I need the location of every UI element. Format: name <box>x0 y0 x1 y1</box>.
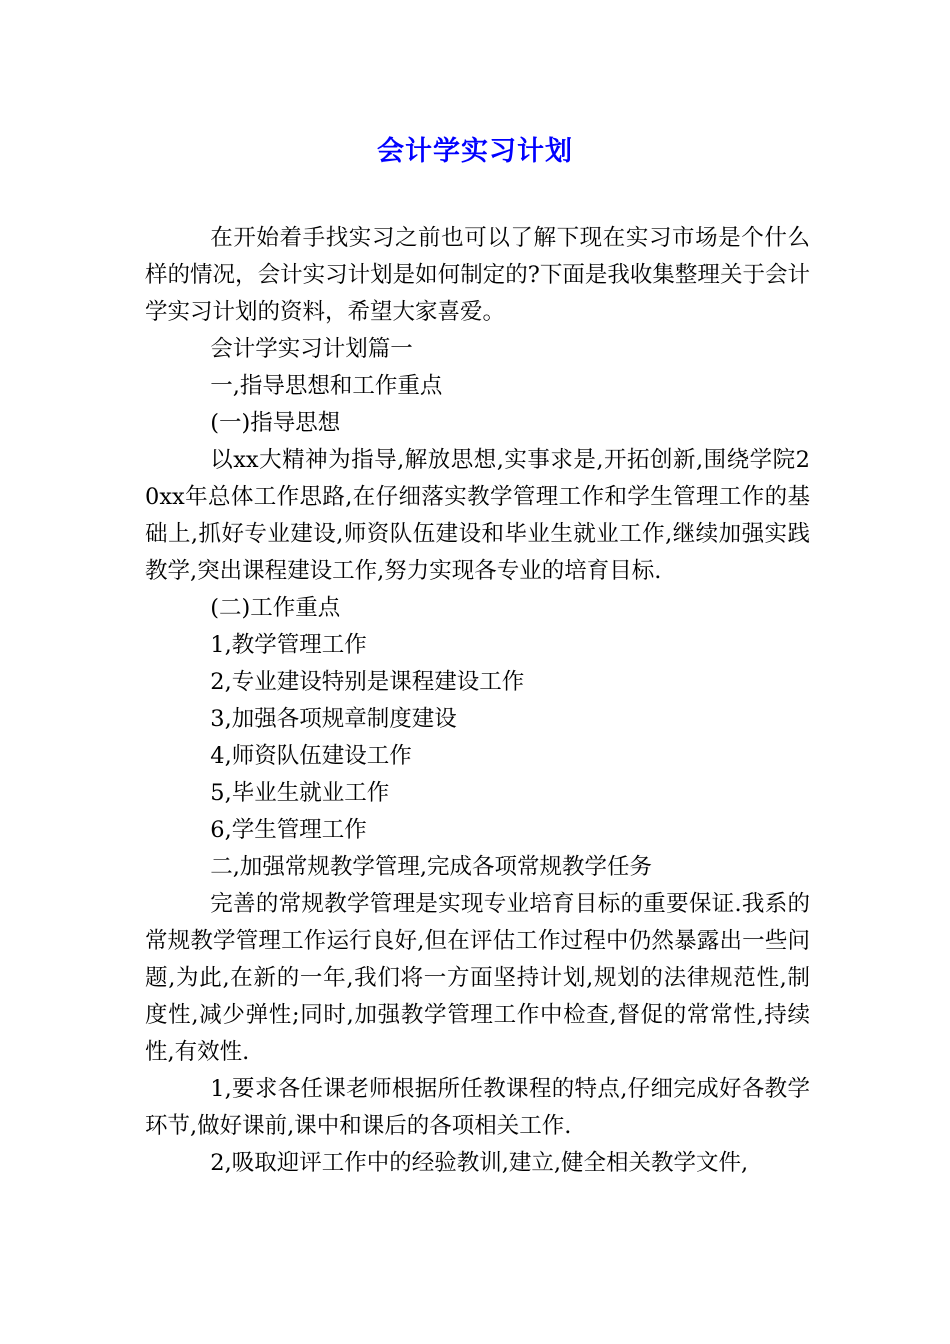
paragraph-guideline: 以xx大精神为指导,解放思想,实事求是,开拓创新,围绕学院20xx年总体工作思路,在仔细落实教学管理工作和学生管理工作的基础上,抓好专业建设,师资队伍建设和毕业生就业工作,继续加强实践教学,突出课程建设工作,努力实现各专业的培育目标. <box>145 447 810 584</box>
document-title: 会计学实习计划 <box>377 136 573 167</box>
paragraph-heading-2: 二,加强常规教学管理,完成各项常规教学任务 <box>210 854 653 880</box>
list-item-4: 4,师资队伍建设工作 <box>210 743 412 769</box>
paragraph-item-2: 2,吸取迎评工作中的经验教训,建立,健全相关教学文件, <box>210 1150 749 1176</box>
list-item-6: 6,学生管理工作 <box>210 817 367 843</box>
list-item-5: 5,毕业生就业工作 <box>210 780 390 806</box>
paragraph-intro: 在开始着手找实习之前也可以了解下现在实习市场是个什么样的情况，会计实习计划是如何制定的?下面是我收集整理关于会计学实习计划的资料，希望大家喜爱。 <box>145 225 810 325</box>
paragraph-subheading-2: (二)工作重点 <box>210 595 341 621</box>
list-item-2: 2,专业建设特别是课程建设工作 <box>210 669 525 695</box>
paragraph-item-1: 1,要求各任课老师根据所任教课程的特点,仔细完成好各教学环节,做好课前,课中和课后的各项相关工作. <box>145 1076 810 1139</box>
list-item-3: 3,加强各项规章制度建设 <box>210 706 457 732</box>
document-body <box>145 220 810 1182</box>
paragraph-subheading-1: (一)指导思想 <box>210 410 341 436</box>
paragraph-teaching-management: 完善的常规教学管理是实现专业培育目标的重要保证.我系的常规教学管理工作运行良好,但在评估工作过程中仍然暴露出一些问题,为此,在新的一年,我们将一方面坚持计划,规划的法律规范性,制度性,减少弹性;同时,加强教学管理工作中检查,督促的常常性,持续性,有效性. <box>145 891 810 1065</box>
paragraph-heading-1: 一,指导思想和工作重点 <box>210 373 443 399</box>
list-item-1: 1,教学管理工作 <box>210 632 367 658</box>
paragraph-section-heading: 会计学实习计划篇一 <box>210 336 413 362</box>
